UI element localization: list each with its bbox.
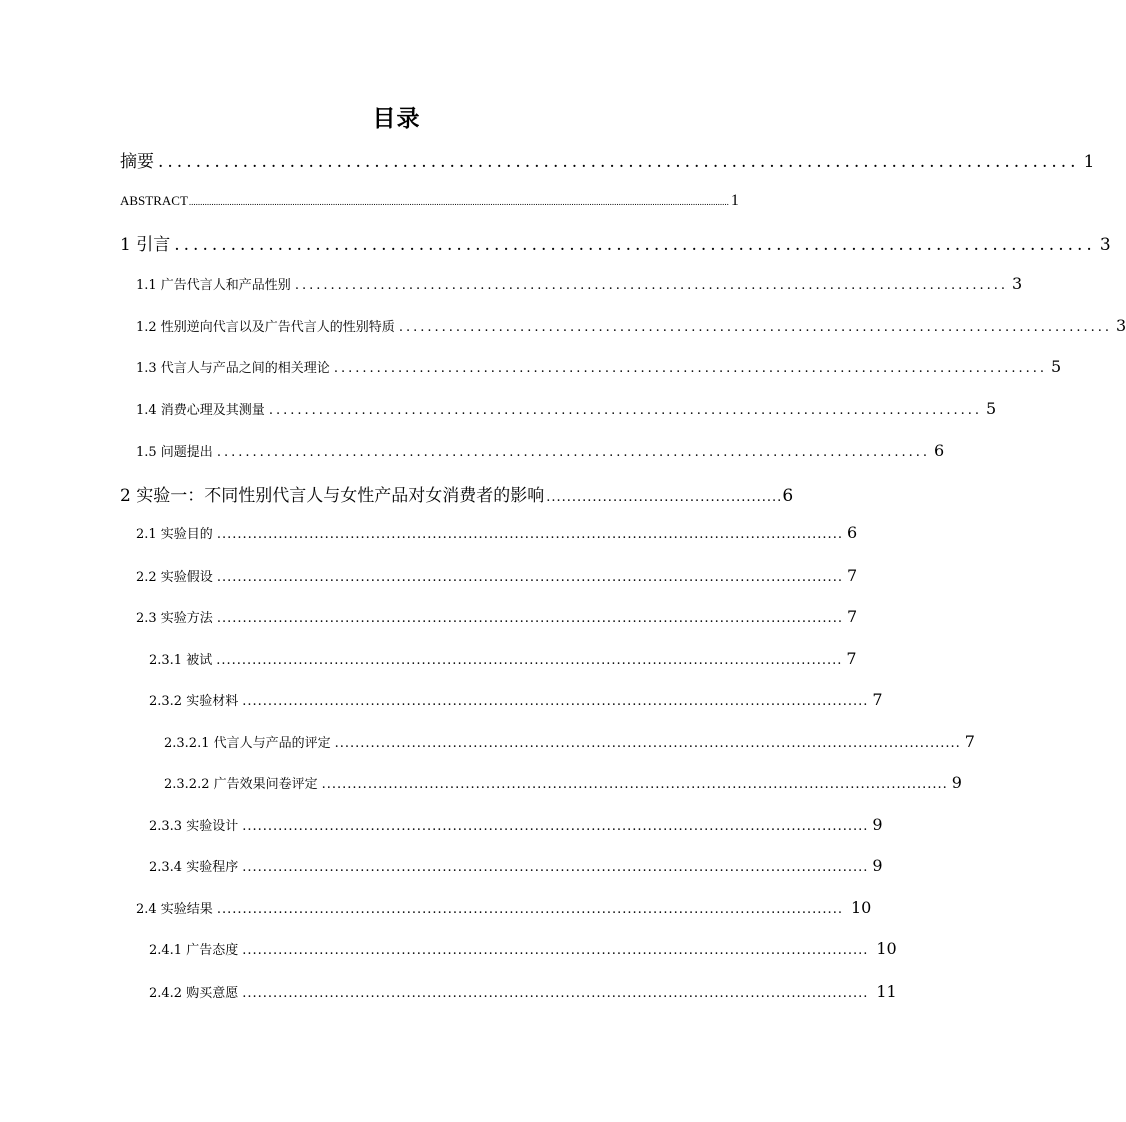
toc-entry[interactable] bbox=[149, 649, 857, 668]
toc-entry[interactable] bbox=[149, 856, 883, 875]
toc-entry[interactable] bbox=[164, 773, 962, 792]
toc-entry-page: 7 bbox=[846, 566, 858, 585]
toc-leader: .......................................................................................................................... bbox=[321, 777, 948, 792]
toc-entry-label: ABSTRACT bbox=[120, 193, 188, 208]
toc-leader: .......................................................................................................................... bbox=[216, 570, 843, 585]
toc-entry-label: 2.3.2 实验材料 bbox=[149, 694, 239, 709]
toc-leader: .................................................................................................. bbox=[174, 235, 1096, 255]
toc-entry-label: 2.3.2.1 代言人与产品的评定 bbox=[164, 736, 331, 751]
toc-entry[interactable] bbox=[149, 690, 883, 709]
toc-entry-label: 2.4.2 购买意愿 bbox=[149, 986, 239, 1001]
toc-entry[interactable] bbox=[149, 815, 883, 834]
toc-entry[interactable] bbox=[136, 566, 858, 585]
toc-entry-label: 2.4.1 广告态度 bbox=[149, 943, 239, 958]
toc-entry-page: 6 bbox=[782, 486, 794, 506]
toc-leader: .................................................................................................. bbox=[158, 152, 1080, 172]
toc-entry-page: 3 bbox=[1099, 235, 1111, 255]
toc-entry[interactable] bbox=[149, 939, 897, 958]
toc-entry-page: 9 bbox=[872, 856, 883, 875]
toc-entry[interactable] bbox=[120, 230, 1111, 255]
toc-entry-label: 2 实验一：不同性别代言人与女性产品对女消费者的影响 bbox=[120, 486, 545, 506]
toc-entry[interactable] bbox=[136, 898, 872, 917]
toc-entry-page: 10 bbox=[850, 898, 872, 917]
toc-entry[interactable] bbox=[120, 192, 739, 210]
toc-leader: .......................................................................................................................... bbox=[242, 860, 869, 875]
toc-leader: .................................................................................................... bbox=[216, 445, 931, 460]
toc-entry[interactable] bbox=[136, 441, 945, 460]
toc-title: 目录 bbox=[372, 106, 421, 132]
toc-entry[interactable] bbox=[136, 399, 997, 418]
toc-entry-label: 1.3 代言人与产品之间的相关理论 bbox=[136, 361, 330, 376]
toc-leader: .............................................. bbox=[546, 490, 783, 505]
toc-entry-page: 11 bbox=[876, 982, 897, 1001]
toc-entry-page: 9 bbox=[872, 815, 883, 834]
toc-entry-page: 7 bbox=[846, 607, 858, 626]
toc-entry[interactable] bbox=[164, 732, 975, 751]
toc-entry-label: 2.1 实验目的 bbox=[136, 527, 213, 542]
toc-entry-page: 3 bbox=[1012, 274, 1023, 293]
toc-entry-label: 1.2 性别逆向代言以及广告代言人的性别特质 bbox=[136, 320, 395, 335]
toc-entry-label: 2.4 实验结果 bbox=[136, 902, 213, 917]
toc-entry-page: 5 bbox=[1051, 357, 1062, 376]
toc-leader: .......................................................................................................................... bbox=[242, 943, 869, 958]
toc-leader: .................................................................................................... bbox=[294, 278, 1009, 293]
toc-entry-page: 7 bbox=[964, 732, 975, 751]
toc-leader: .......................................................................................................................... bbox=[334, 736, 961, 751]
toc-entry-label: 1.4 消费心理及其测量 bbox=[136, 403, 265, 418]
toc-leader: .................................................................................................... bbox=[333, 361, 1048, 376]
toc-leader: ................................................................................................................................................................................................................................................ bbox=[188, 197, 729, 207]
toc-entry-page: 3 bbox=[1116, 316, 1126, 335]
toc-entry-label: 2.3.2.2 广告效果问卷评定 bbox=[164, 777, 318, 792]
toc-entry-page: 10 bbox=[876, 939, 897, 958]
toc-entry-label: 2.3 实验方法 bbox=[136, 611, 213, 626]
toc-entry-label: 摘要 bbox=[120, 152, 154, 172]
toc-leader: .......................................................................................................................... bbox=[242, 694, 869, 709]
toc-entry[interactable] bbox=[149, 982, 897, 1001]
toc-entry-page: 7 bbox=[872, 690, 883, 709]
toc-entry[interactable] bbox=[120, 481, 794, 506]
toc-leader: .......................................................................................................................... bbox=[242, 986, 869, 1001]
toc-leader: .................................................................................................... bbox=[398, 320, 1113, 335]
toc-entry-label: 2.2 实验假设 bbox=[136, 570, 213, 585]
toc-entry-label: 1.5 问题提出 bbox=[136, 445, 213, 460]
toc-entry-page: 1 bbox=[730, 192, 739, 209]
toc-entry-label: 2.3.3 实验设计 bbox=[149, 819, 239, 834]
toc-leader: .................................................................................................... bbox=[268, 403, 983, 418]
toc-entry[interactable] bbox=[136, 607, 858, 626]
toc-entry-page: 6 bbox=[846, 523, 858, 542]
toc-leader: .......................................................................................................................... bbox=[216, 902, 843, 917]
toc-entry-label: 2.3.1 被试 bbox=[149, 653, 213, 668]
toc-entry[interactable] bbox=[120, 147, 1095, 172]
toc-entry[interactable] bbox=[136, 316, 1126, 335]
toc-entry-page: 6 bbox=[934, 441, 945, 460]
toc-entry-page: 5 bbox=[986, 399, 997, 418]
toc-entry-label: 1 引言 bbox=[120, 235, 171, 255]
toc-leader: .......................................................................................................................... bbox=[216, 653, 843, 668]
toc-leader: .......................................................................................................................... bbox=[216, 611, 843, 626]
toc-entry-label: 2.3.4 实验程序 bbox=[149, 860, 239, 875]
toc-entry-page: 7 bbox=[846, 649, 857, 668]
toc-entry-page: 1 bbox=[1083, 152, 1095, 172]
toc-leader: .......................................................................................................................... bbox=[216, 527, 843, 542]
toc-entry[interactable] bbox=[136, 357, 1062, 376]
toc-entry-label: 1.1 广告代言人和产品性别 bbox=[136, 278, 291, 293]
toc-leader: .......................................................................................................................... bbox=[242, 819, 869, 834]
toc-entry[interactable] bbox=[136, 274, 1023, 293]
toc-entry-page: 9 bbox=[951, 773, 962, 792]
toc-entry[interactable] bbox=[136, 523, 858, 542]
